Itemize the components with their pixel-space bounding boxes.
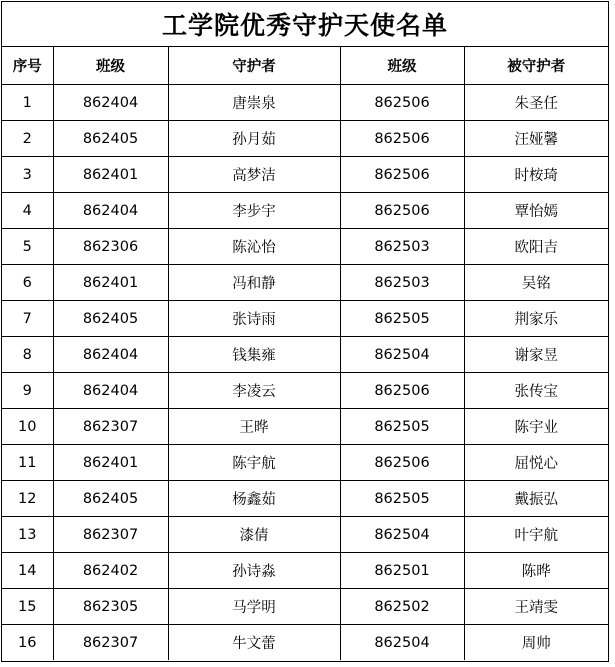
cell-guarded-class: 862503 bbox=[340, 265, 464, 301]
table-row bbox=[2, 445, 608, 481]
cell-guardian-class: 862307 bbox=[53, 625, 168, 661]
cell-guardian-class: 862402 bbox=[53, 553, 168, 589]
cell-index: 7 bbox=[2, 301, 53, 337]
cell-guardian-class: 862306 bbox=[53, 229, 168, 265]
cell-guarded: 陈宇业 bbox=[464, 409, 608, 445]
table-row bbox=[2, 337, 608, 373]
cell-guarded: 叶宇航 bbox=[464, 517, 608, 553]
cell-guarded-class: 862506 bbox=[340, 85, 464, 121]
cell-index: 14 bbox=[2, 553, 53, 589]
cell-guarded: 谢家昱 bbox=[464, 337, 608, 373]
cell-index: 5 bbox=[2, 229, 53, 265]
table-row bbox=[2, 481, 608, 517]
cell-index: 12 bbox=[2, 481, 53, 517]
cell-index: 16 bbox=[2, 625, 53, 661]
cell-guarded: 汪娅馨 bbox=[464, 121, 608, 157]
table-row bbox=[2, 193, 608, 229]
cell-guarded-class: 862506 bbox=[340, 121, 464, 157]
cell-guardian: 马学明 bbox=[168, 589, 340, 625]
cell-guardian: 李凌云 bbox=[168, 373, 340, 409]
cell-guardian: 孙月茹 bbox=[168, 121, 340, 157]
table-row bbox=[2, 265, 608, 301]
header-index: 序号 bbox=[2, 47, 53, 85]
guardian-table bbox=[2, 47, 608, 660]
cell-index: 2 bbox=[2, 121, 53, 157]
cell-guardian: 冯和静 bbox=[168, 265, 340, 301]
cell-guarded-class: 862505 bbox=[340, 481, 464, 517]
table-row bbox=[2, 409, 608, 445]
cell-guardian-class: 862404 bbox=[53, 337, 168, 373]
cell-index: 13 bbox=[2, 517, 53, 553]
cell-guardian-class: 862405 bbox=[53, 121, 168, 157]
cell-guarded-class: 862505 bbox=[340, 301, 464, 337]
cell-guardian-class: 862405 bbox=[53, 481, 168, 517]
cell-guardian: 杨鑫茹 bbox=[168, 481, 340, 517]
cell-guarded: 吴铭 bbox=[464, 265, 608, 301]
cell-guardian: 牛文蕾 bbox=[168, 625, 340, 661]
cell-guardian: 钱集雍 bbox=[168, 337, 340, 373]
cell-guardian: 陈沁怡 bbox=[168, 229, 340, 265]
cell-guarded-class: 862504 bbox=[340, 625, 464, 661]
cell-guarded: 时桉琦 bbox=[464, 157, 608, 193]
cell-guardian-class: 862307 bbox=[53, 517, 168, 553]
cell-guarded: 覃怡嫣 bbox=[464, 193, 608, 229]
cell-guarded: 陈晔 bbox=[464, 553, 608, 589]
cell-guarded: 屈悦心 bbox=[464, 445, 608, 481]
cell-guarded: 荆家乐 bbox=[464, 301, 608, 337]
cell-guarded: 王靖雯 bbox=[464, 589, 608, 625]
header-guardian-class: 班级 bbox=[53, 47, 168, 85]
cell-index: 10 bbox=[2, 409, 53, 445]
cell-guarded-class: 862501 bbox=[340, 553, 464, 589]
cell-guardian: 孙诗淼 bbox=[168, 553, 340, 589]
cell-guarded: 张传宝 bbox=[464, 373, 608, 409]
cell-guardian-class: 862404 bbox=[53, 193, 168, 229]
cell-guarded-class: 862504 bbox=[340, 517, 464, 553]
table-body bbox=[2, 85, 608, 661]
table-row bbox=[2, 553, 608, 589]
table-row bbox=[2, 625, 608, 661]
cell-guardian: 张诗雨 bbox=[168, 301, 340, 337]
cell-guardian: 高梦洁 bbox=[168, 157, 340, 193]
guardian-list-sheet bbox=[1, 1, 609, 662]
cell-guarded-class: 862506 bbox=[340, 373, 464, 409]
cell-guarded-class: 862505 bbox=[340, 409, 464, 445]
table-row bbox=[2, 373, 608, 409]
cell-guarded-class: 862506 bbox=[340, 445, 464, 481]
cell-index: 11 bbox=[2, 445, 53, 481]
cell-guarded-class: 862506 bbox=[340, 157, 464, 193]
table-header-row bbox=[2, 47, 608, 85]
cell-index: 1 bbox=[2, 85, 53, 121]
cell-guarded-class: 862506 bbox=[340, 193, 464, 229]
cell-guarded-class: 862503 bbox=[340, 229, 464, 265]
cell-guardian-class: 862305 bbox=[53, 589, 168, 625]
cell-guardian: 王晔 bbox=[168, 409, 340, 445]
cell-guarded-class: 862504 bbox=[340, 337, 464, 373]
table-row bbox=[2, 85, 608, 121]
page-title: 工学院优秀守护天使名单 bbox=[2, 2, 608, 47]
table-row bbox=[2, 517, 608, 553]
table-row bbox=[2, 301, 608, 337]
header-guardian: 守护者 bbox=[168, 47, 340, 85]
cell-guardian-class: 862404 bbox=[53, 373, 168, 409]
table-row bbox=[2, 157, 608, 193]
table-row bbox=[2, 229, 608, 265]
header-guarded-class: 班级 bbox=[340, 47, 464, 85]
cell-index: 9 bbox=[2, 373, 53, 409]
cell-index: 15 bbox=[2, 589, 53, 625]
cell-guardian: 唐崇泉 bbox=[168, 85, 340, 121]
cell-guarded: 欧阳吉 bbox=[464, 229, 608, 265]
cell-guardian: 漆倩 bbox=[168, 517, 340, 553]
cell-guarded: 周帅 bbox=[464, 625, 608, 661]
cell-index: 3 bbox=[2, 157, 53, 193]
table-row bbox=[2, 589, 608, 625]
header-guarded: 被守护者 bbox=[464, 47, 608, 85]
cell-index: 8 bbox=[2, 337, 53, 373]
cell-guardian-class: 862405 bbox=[53, 301, 168, 337]
cell-guarded-class: 862502 bbox=[340, 589, 464, 625]
cell-guardian: 李步宇 bbox=[168, 193, 340, 229]
cell-index: 4 bbox=[2, 193, 53, 229]
cell-guardian-class: 862401 bbox=[53, 445, 168, 481]
cell-guardian-class: 862307 bbox=[53, 409, 168, 445]
cell-guardian: 陈宇航 bbox=[168, 445, 340, 481]
cell-guardian-class: 862404 bbox=[53, 85, 168, 121]
cell-index: 6 bbox=[2, 265, 53, 301]
cell-guarded: 朱圣任 bbox=[464, 85, 608, 121]
cell-guarded: 戴振弘 bbox=[464, 481, 608, 517]
table-row bbox=[2, 121, 608, 157]
cell-guardian-class: 862401 bbox=[53, 157, 168, 193]
cell-guardian-class: 862401 bbox=[53, 265, 168, 301]
